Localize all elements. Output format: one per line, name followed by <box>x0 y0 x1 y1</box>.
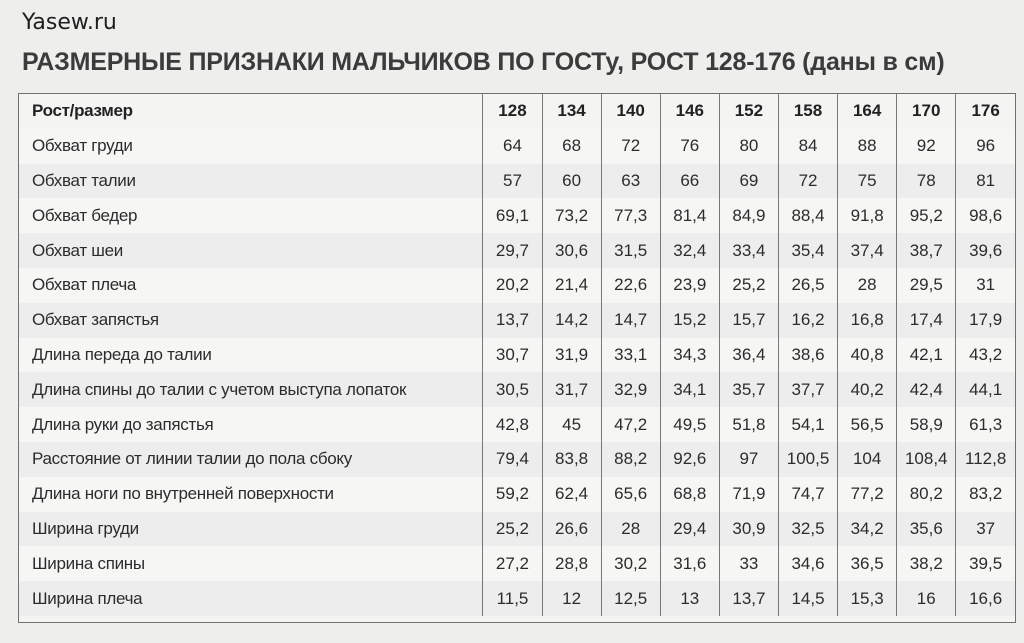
table-cell: 37,4 <box>838 233 897 268</box>
table-cell: 80 <box>719 129 778 164</box>
table-row <box>19 372 1015 407</box>
table-cell: 30,2 <box>601 546 660 581</box>
table-cell: 35,6 <box>897 512 956 547</box>
table-cell: 97 <box>719 442 778 477</box>
table-row <box>19 546 1015 581</box>
table-cell: 28 <box>601 512 660 547</box>
site-watermark: Yasew.ru <box>22 10 117 35</box>
table-cell: 56,5 <box>838 407 897 442</box>
table-cell: 30,9 <box>719 512 778 547</box>
table-cell: 95,2 <box>897 198 956 233</box>
table-cell: 71,9 <box>719 477 778 512</box>
table-cell: 58,9 <box>897 407 956 442</box>
table-cell: 112,8 <box>956 442 1015 477</box>
table-row <box>19 407 1015 442</box>
table-cell: 35,4 <box>778 233 837 268</box>
table-cell: 22,6 <box>601 268 660 303</box>
table-cell: 49,5 <box>660 407 719 442</box>
table-row <box>19 512 1015 547</box>
table-cell: 31,6 <box>660 546 719 581</box>
table-row <box>19 164 1015 199</box>
row-label: Длина переда до талии <box>19 338 483 373</box>
table-cell: 14,7 <box>601 303 660 338</box>
table-cell: 38,2 <box>897 546 956 581</box>
header-height-140: 140 <box>601 94 660 129</box>
table-cell: 15,2 <box>660 303 719 338</box>
table-cell: 32,9 <box>601 372 660 407</box>
table-cell: 63 <box>601 164 660 199</box>
header-height-170: 170 <box>897 94 956 129</box>
table-cell: 31,7 <box>542 372 601 407</box>
table-cell: 31,9 <box>542 338 601 373</box>
table-cell: 35,7 <box>719 372 778 407</box>
table-cell: 73,2 <box>542 198 601 233</box>
table-cell: 13,7 <box>483 303 542 338</box>
row-label: Расстояние от линии талии до пола сбоку <box>19 442 483 477</box>
table-cell: 38,7 <box>897 233 956 268</box>
table-cell: 43,2 <box>956 338 1015 373</box>
table-cell: 37,7 <box>778 372 837 407</box>
table-cell: 11,5 <box>483 581 542 616</box>
table-cell: 21,4 <box>542 268 601 303</box>
page-title: РАЗМЕРНЫЕ ПРИЗНАКИ МАЛЬЧИКОВ ПО ГОСТу, РОСТ 128-176 (даны в см) <box>22 48 945 76</box>
table-cell: 12 <box>542 581 601 616</box>
row-label: Обхват талии <box>19 164 483 199</box>
table-cell: 69,1 <box>483 198 542 233</box>
table-cell: 23,9 <box>660 268 719 303</box>
table-cell: 30,7 <box>483 338 542 373</box>
table-cell: 34,3 <box>660 338 719 373</box>
table-cell: 81,4 <box>660 198 719 233</box>
row-label: Ширина груди <box>19 512 483 547</box>
table-row <box>19 581 1015 616</box>
table-cell: 108,4 <box>897 442 956 477</box>
table-cell: 61,3 <box>956 407 1015 442</box>
table-cell: 68,8 <box>660 477 719 512</box>
row-label: Обхват бедер <box>19 198 483 233</box>
table-cell: 39,5 <box>956 546 1015 581</box>
size-table <box>19 94 1015 616</box>
header-height-176: 176 <box>956 94 1015 129</box>
row-label: Длина руки до запястья <box>19 407 483 442</box>
header-height-152: 152 <box>719 94 778 129</box>
table-cell: 100,5 <box>778 442 837 477</box>
table-cell: 16,8 <box>838 303 897 338</box>
table-cell: 84,9 <box>719 198 778 233</box>
table-cell: 72 <box>778 164 837 199</box>
row-label: Обхват плеча <box>19 268 483 303</box>
table-cell: 72 <box>601 129 660 164</box>
header-height-128: 128 <box>483 94 542 129</box>
table-cell: 88,2 <box>601 442 660 477</box>
table-cell: 38,6 <box>778 338 837 373</box>
table-cell: 96 <box>956 129 1015 164</box>
table-row <box>19 129 1015 164</box>
table-cell: 91,8 <box>838 198 897 233</box>
table-cell: 57 <box>483 164 542 199</box>
table-cell: 31,5 <box>601 233 660 268</box>
table-cell: 13 <box>660 581 719 616</box>
header-height-158: 158 <box>778 94 837 129</box>
table-cell: 64 <box>483 129 542 164</box>
row-label: Длина спины до талии с учетом выступа лопаток <box>19 372 483 407</box>
table-cell: 40,8 <box>838 338 897 373</box>
table-cell: 31 <box>956 268 1015 303</box>
table-cell: 83,2 <box>956 477 1015 512</box>
table-cell: 13,7 <box>719 581 778 616</box>
table-cell: 28,8 <box>542 546 601 581</box>
table-cell: 14,2 <box>542 303 601 338</box>
table-cell: 54,1 <box>778 407 837 442</box>
table-cell: 26,6 <box>542 512 601 547</box>
table-cell: 16 <box>897 581 956 616</box>
table-row <box>19 338 1015 373</box>
table-cell: 88 <box>838 129 897 164</box>
table-cell: 92 <box>897 129 956 164</box>
table-cell: 27,2 <box>483 546 542 581</box>
table-cell: 92,6 <box>660 442 719 477</box>
table-cell: 104 <box>838 442 897 477</box>
table-cell: 17,4 <box>897 303 956 338</box>
table-row <box>19 268 1015 303</box>
table-cell: 44,1 <box>956 372 1015 407</box>
table-cell: 37 <box>956 512 1015 547</box>
table-cell: 33,1 <box>601 338 660 373</box>
table-cell: 16,6 <box>956 581 1015 616</box>
table-cell: 33,4 <box>719 233 778 268</box>
table-row <box>19 198 1015 233</box>
table-body <box>19 129 1015 616</box>
row-label: Обхват шеи <box>19 233 483 268</box>
table-row <box>19 442 1015 477</box>
table-cell: 42,8 <box>483 407 542 442</box>
table-cell: 29,4 <box>660 512 719 547</box>
table-cell: 36,4 <box>719 338 778 373</box>
table-cell: 75 <box>838 164 897 199</box>
table-cell: 16,2 <box>778 303 837 338</box>
table-cell: 30,5 <box>483 372 542 407</box>
table-cell: 32,4 <box>660 233 719 268</box>
table-cell: 30,6 <box>542 233 601 268</box>
table-cell: 28 <box>838 268 897 303</box>
table-cell: 60 <box>542 164 601 199</box>
table-cell: 34,2 <box>838 512 897 547</box>
table-cell: 17,9 <box>956 303 1015 338</box>
header-height-164: 164 <box>838 94 897 129</box>
table-cell: 45 <box>542 407 601 442</box>
row-label: Длина ноги по внутренней поверхности <box>19 477 483 512</box>
row-label: Обхват груди <box>19 129 483 164</box>
table-cell: 98,6 <box>956 198 1015 233</box>
table-cell: 34,6 <box>778 546 837 581</box>
size-table-container <box>18 93 1016 623</box>
table-cell: 29,5 <box>897 268 956 303</box>
table-cell: 69 <box>719 164 778 199</box>
table-cell: 81 <box>956 164 1015 199</box>
row-label: Ширина спины <box>19 546 483 581</box>
table-cell: 68 <box>542 129 601 164</box>
table-cell: 88,4 <box>778 198 837 233</box>
table-cell: 80,2 <box>897 477 956 512</box>
table-cell: 33 <box>719 546 778 581</box>
table-cell: 36,5 <box>838 546 897 581</box>
header-label: Рост/размер <box>32 101 133 121</box>
table-cell: 47,2 <box>601 407 660 442</box>
table-cell: 74,7 <box>778 477 837 512</box>
header-height-134: 134 <box>542 94 601 129</box>
header-height-146: 146 <box>660 94 719 129</box>
table-cell: 51,8 <box>719 407 778 442</box>
table-cell: 83,8 <box>542 442 601 477</box>
table-cell: 59,2 <box>483 477 542 512</box>
table-cell: 77,2 <box>838 477 897 512</box>
row-label: Обхват запястья <box>19 303 483 338</box>
row-label: Ширина плеча <box>19 581 483 616</box>
table-header-row <box>19 94 1015 129</box>
table-cell: 77,3 <box>601 198 660 233</box>
table-cell: 78 <box>897 164 956 199</box>
table-cell: 34,1 <box>660 372 719 407</box>
table-cell: 40,2 <box>838 372 897 407</box>
table-cell: 29,7 <box>483 233 542 268</box>
table-row <box>19 477 1015 512</box>
table-cell: 12,5 <box>601 581 660 616</box>
table-cell: 39,6 <box>956 233 1015 268</box>
table-cell: 14,5 <box>778 581 837 616</box>
table-cell: 42,4 <box>897 372 956 407</box>
table-cell: 15,7 <box>719 303 778 338</box>
table-cell: 62,4 <box>542 477 601 512</box>
table-cell: 76 <box>660 129 719 164</box>
table-cell: 79,4 <box>483 442 542 477</box>
table-cell: 25,2 <box>719 268 778 303</box>
table-cell: 15,3 <box>838 581 897 616</box>
table-cell: 84 <box>778 129 837 164</box>
table-cell: 32,5 <box>778 512 837 547</box>
table-row <box>19 233 1015 268</box>
table-cell: 66 <box>660 164 719 199</box>
table-cell: 20,2 <box>483 268 542 303</box>
table-cell: 25,2 <box>483 512 542 547</box>
table-cell: 26,5 <box>778 268 837 303</box>
table-row <box>19 303 1015 338</box>
table-cell: 65,6 <box>601 477 660 512</box>
table-cell: 42,1 <box>897 338 956 373</box>
